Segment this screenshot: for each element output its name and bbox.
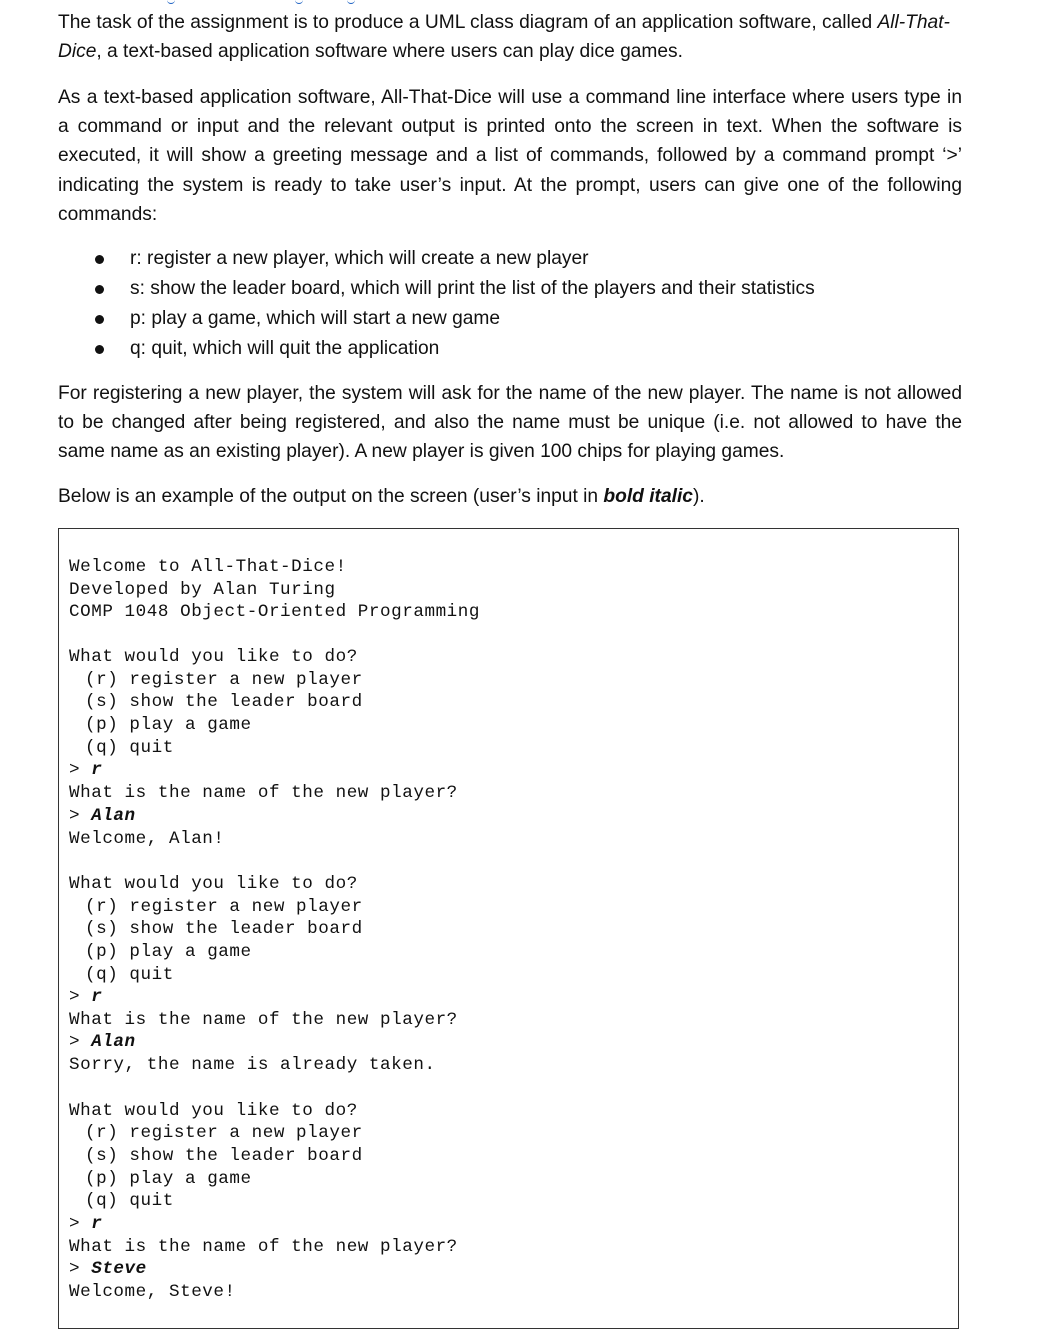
console-menu-option: (q) quit xyxy=(85,738,174,758)
console-menu-option: (p) play a game xyxy=(85,942,252,962)
example-intro: Below is an example of the output on the screen (user’s input in bold italic). xyxy=(58,486,705,507)
console-menu-option: (r) register a new player xyxy=(85,670,363,690)
console-result-line: Welcome, Steve! xyxy=(69,1282,236,1302)
console-command-input-line: > r xyxy=(69,1214,103,1234)
command-list xyxy=(58,244,815,364)
console-menu-option: (q) quit xyxy=(85,1191,174,1211)
console-menu-option: (p) play a game xyxy=(85,715,252,735)
console-name-input-line: > Alan xyxy=(69,1032,136,1052)
bullet-icon xyxy=(95,345,104,354)
console-menu-option: (r) register a new player xyxy=(85,897,363,917)
bullet-icon xyxy=(95,315,104,324)
console-menu-option: (s) show the leader board xyxy=(85,692,363,712)
console-menu-option: (r) register a new player xyxy=(85,1123,363,1143)
console-name-input-line: > Steve xyxy=(69,1259,147,1279)
console-name-input-line: > Alan xyxy=(69,806,136,826)
user-input: Steve xyxy=(91,1259,147,1279)
intro-paragraph: The task of the assignment is to produce a UML class diagram of an application software, called All-That-Dice, a text-based application software where users can play dice games. xyxy=(58,12,950,63)
command-list-item: q: quit, which will quit the application xyxy=(58,334,815,364)
console-menu-option: (p) play a game xyxy=(85,1169,252,1189)
user-input: r xyxy=(91,987,103,1007)
user-input: r xyxy=(91,1214,103,1234)
console-banner-line: COMP 1048 Object-Oriented Programming xyxy=(69,602,480,622)
console-menu-option: (q) quit xyxy=(85,965,174,985)
console-result-line: Welcome, Alan! xyxy=(69,829,225,849)
console-name-question: What is the name of the new player? xyxy=(69,1237,458,1257)
console-result-line: Sorry, the name is already taken. xyxy=(69,1055,436,1075)
console-menu-prompt: What would you like to do? xyxy=(69,874,358,894)
user-input: Alan xyxy=(91,806,136,826)
console-menu-option: (s) show the leader board xyxy=(85,919,363,939)
bullet-icon xyxy=(95,285,104,294)
command-list-item: s: show the leader board, which will print the list of the players and their statistics xyxy=(58,274,815,304)
console-menu-prompt: What would you like to do? xyxy=(69,1101,358,1121)
user-input: r xyxy=(91,760,103,780)
command-list-item: r: register a new player, which will create a new player xyxy=(58,244,815,274)
app-name: All-That-Dice xyxy=(58,12,950,63)
user-input: Alan xyxy=(91,1032,136,1052)
console-banner-line: Developed by Alan Turing xyxy=(69,580,336,600)
command-list-item: p: play a game, which will start a new game xyxy=(58,304,815,334)
console-banner-line: Welcome to All-That-Dice! xyxy=(69,557,347,577)
console-command-input-line: > r xyxy=(69,760,103,780)
console-menu-option: (s) show the leader board xyxy=(85,1146,363,1166)
console-menu-prompt: What would you like to do? xyxy=(69,647,358,667)
console-command-input-line: > r xyxy=(69,987,103,1007)
console-output-box xyxy=(58,528,959,1329)
cropped-heading-remnant xyxy=(165,0,355,5)
bold-italic-label: bold italic xyxy=(603,486,693,507)
register-paragraph: For registering a new player, the system will ask for the name of the new player. The name is not allowed to be changed after being registered, and also the name must be unique (i.e. not allowed to have the same name as an existing player). A new player is given 100 chips for playing games. xyxy=(58,383,962,463)
console-name-question: What is the name of the new player? xyxy=(69,783,458,803)
console-name-question: What is the name of the new player? xyxy=(69,1010,458,1030)
interface-paragraph: As a text-based application software, All-That-Dice will use a command line interface where users type in a command or input and the relevant output is printed onto the screen in text. When the software is executed, it will show a greeting message and a list of commands, followed by a command prompt ‘>’ indicating the system is ready to take user’s input. At the prompt, users can give one of the following commands: xyxy=(58,87,962,225)
bullet-icon xyxy=(95,255,104,264)
